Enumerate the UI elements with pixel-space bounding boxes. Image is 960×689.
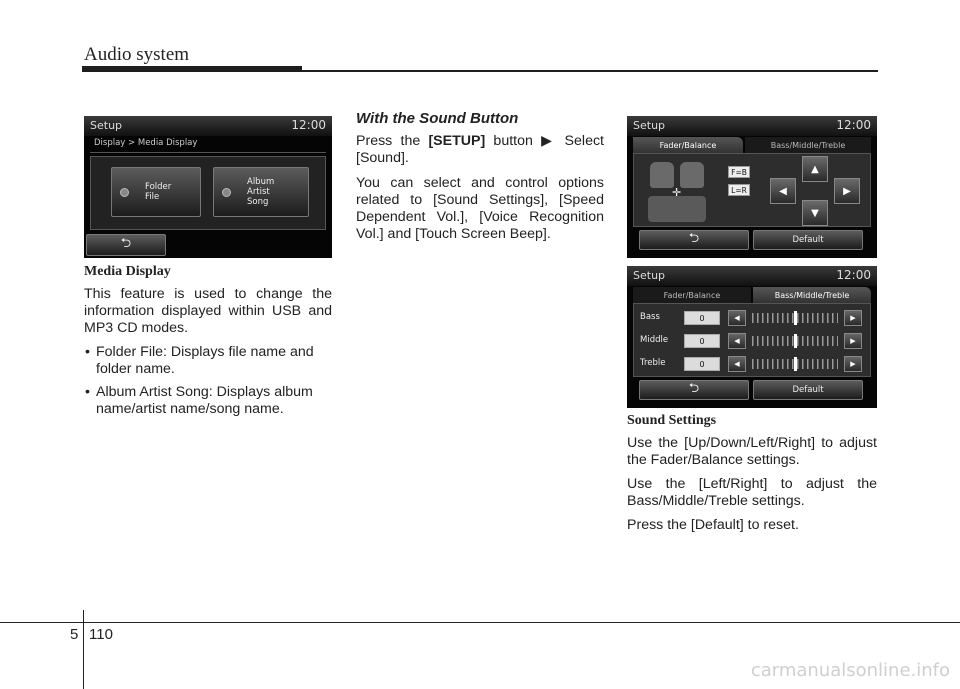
media-display-heading: Media Display xyxy=(84,264,171,279)
fader-value-tag: F=B xyxy=(728,166,750,178)
bass-label: Bass xyxy=(640,312,660,322)
middle-column-text xyxy=(356,110,604,250)
page-number: 110 xyxy=(89,626,113,643)
list-item: • Folder File: Displays file name and folder name. xyxy=(85,344,314,377)
triangle-left-icon: ◀ xyxy=(734,314,740,322)
middle-decrease-button[interactable] xyxy=(728,333,746,349)
sound-button-subheading: With the Sound Button xyxy=(356,110,519,127)
radio-icon xyxy=(222,188,231,197)
screen-clock: 12:00 xyxy=(836,118,871,132)
screen-clock: 12:00 xyxy=(836,268,871,282)
screen-title: Setup xyxy=(633,269,666,282)
radio-icon xyxy=(120,188,129,197)
bass-value: 0 xyxy=(684,311,720,325)
triangle-right-icon: ▶ xyxy=(850,360,856,368)
treble-decrease-button[interactable] xyxy=(728,356,746,372)
tab-fader-balance[interactable]: Fader/Balance xyxy=(633,287,751,303)
breadcrumb-underline xyxy=(90,152,326,153)
back-button[interactable] xyxy=(639,380,749,400)
triangle-down-icon: ▼ xyxy=(811,207,819,219)
back-button[interactable] xyxy=(86,234,166,256)
left-button[interactable] xyxy=(770,178,796,204)
up-button[interactable] xyxy=(802,156,828,182)
screen-header xyxy=(627,266,877,286)
album-artist-song-option[interactable] xyxy=(213,167,309,217)
screen-title: Setup xyxy=(90,119,123,132)
crosshair-icon: ✛ xyxy=(672,186,682,199)
treble-value: 0 xyxy=(684,357,720,371)
media-display-screen xyxy=(84,116,332,258)
screen-header xyxy=(627,116,877,136)
bass-treble-instruction: Use the [Left/Right] to adjust the Bass/Middle/Treble settings. xyxy=(627,476,877,509)
triangle-right-icon: ▶ xyxy=(541,133,557,149)
option-line: Artist xyxy=(247,187,270,197)
seats-icon xyxy=(648,160,708,222)
treble-slider-knob[interactable] xyxy=(794,357,797,371)
fader-balance-screen xyxy=(627,116,877,258)
triangle-right-icon: ▶ xyxy=(850,314,856,322)
footer-divider xyxy=(83,610,84,689)
screen-header xyxy=(84,116,332,136)
default-button[interactable]: Default xyxy=(753,230,863,250)
equalizer-panel xyxy=(633,303,871,377)
down-button[interactable] xyxy=(802,200,828,226)
sound-options-paragraph: You can select and control options related to [Sound Settings], [Speed Dependent Vol.], [Voice Recognition Vol.] and [Touch Screen Beep]. xyxy=(356,175,604,242)
setup-key: [SETUP] xyxy=(428,133,486,149)
folder-file-option[interactable] xyxy=(111,167,201,217)
bullet-icon: • xyxy=(85,384,90,400)
option-line: Folder xyxy=(145,182,172,192)
media-display-paragraph: This feature is used to change the information displayed within USB and MP3 CD modes. xyxy=(84,286,332,336)
screen-clock: 12:00 xyxy=(291,118,326,132)
middle-value: 0 xyxy=(684,334,720,348)
triangle-up-icon: ▲ xyxy=(811,163,819,175)
fader-balance-instruction: Use the [Up/Down/Left/Right] to adjust the Fader/Balance settings. xyxy=(627,435,877,468)
default-button[interactable]: Default xyxy=(753,380,863,400)
middle-slider-knob[interactable] xyxy=(794,334,797,348)
option-line: File xyxy=(145,192,160,202)
bass-middle-treble-screen xyxy=(627,266,877,408)
triangle-left-icon: ◀ xyxy=(734,337,740,345)
screen-title: Setup xyxy=(633,119,666,132)
screen-breadcrumb: Display > Media Display xyxy=(94,138,198,148)
header-bar-thick xyxy=(82,66,302,72)
sound-settings-heading: Sound Settings xyxy=(627,413,717,428)
tab-bass-middle-treble[interactable]: Bass/Middle/Treble xyxy=(753,287,871,303)
return-arrow-icon: ⮌ xyxy=(688,381,700,396)
option-line: Song xyxy=(247,197,269,207)
setup-instruction: Press the [SETUP] button ▶ Select [Sound]. xyxy=(356,133,604,166)
return-arrow-icon: ⮌ xyxy=(688,231,700,246)
middle-increase-button[interactable] xyxy=(844,333,862,349)
header-bar-thin xyxy=(302,70,878,72)
tab-bass-middle-treble[interactable]: Bass/Middle/Treble xyxy=(745,137,871,153)
option-line: Album xyxy=(247,177,275,187)
triangle-left-icon: ◀ xyxy=(779,185,787,197)
list-item: • Album Artist Song: Displays album name/artist name/song name. xyxy=(85,384,313,417)
right-column-text xyxy=(627,412,877,541)
treble-increase-button[interactable] xyxy=(844,356,862,372)
right-button[interactable] xyxy=(834,178,860,204)
bullet-icon: • xyxy=(85,344,90,360)
back-button[interactable] xyxy=(639,230,749,250)
default-instruction: Press the [Default] to reset. xyxy=(627,517,799,533)
page-header-title: Audio system xyxy=(84,44,190,65)
return-arrow-icon: ⮌ xyxy=(120,236,132,251)
footer-rule xyxy=(0,622,960,623)
balance-value-tag: L=R xyxy=(728,184,750,196)
triangle-left-icon: ◀ xyxy=(734,360,740,368)
treble-label: Treble xyxy=(640,358,666,368)
left-column-text xyxy=(84,263,332,424)
fader-panel xyxy=(633,153,871,227)
tab-fader-balance[interactable]: Fader/Balance xyxy=(633,137,743,153)
triangle-right-icon: ▶ xyxy=(843,185,851,197)
bass-slider-knob[interactable] xyxy=(794,311,797,325)
middle-label: Middle xyxy=(640,335,669,345)
section-number: 5 xyxy=(70,626,79,643)
bass-increase-button[interactable] xyxy=(844,310,862,326)
options-panel xyxy=(90,156,326,230)
triangle-right-icon: ▶ xyxy=(850,337,856,345)
bass-decrease-button[interactable] xyxy=(728,310,746,326)
watermark: carmanualsonline.info xyxy=(750,660,950,681)
